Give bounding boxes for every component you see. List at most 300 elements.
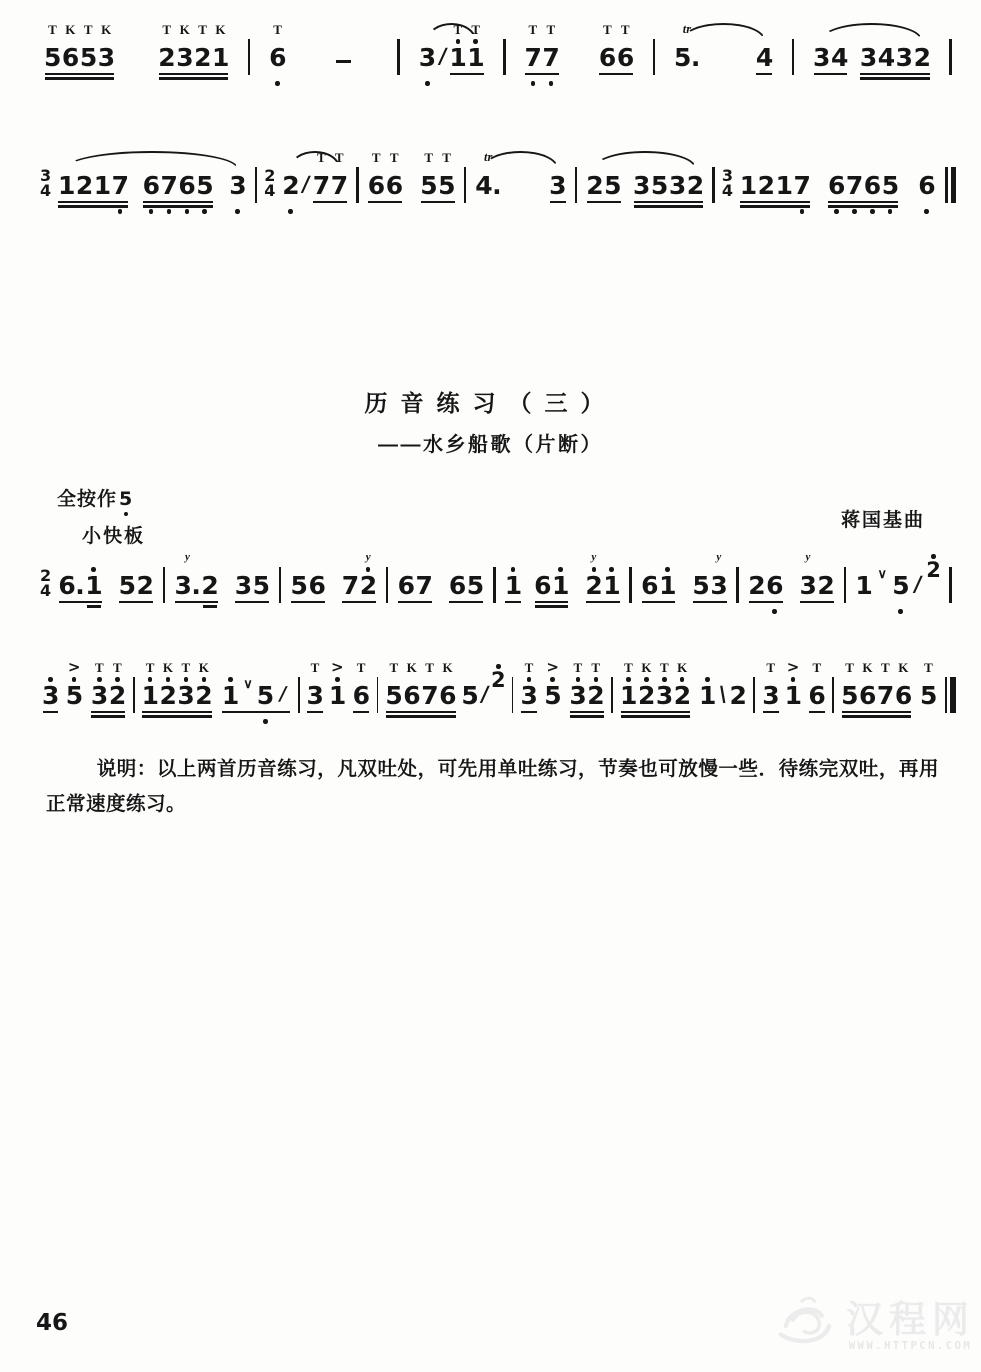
trill-mark: tr: [483, 150, 493, 164]
barline: [386, 567, 389, 603]
note: [418, 22, 436, 86]
note-digit: 6: [534, 571, 551, 600]
note: [784, 660, 802, 724]
time-signature: [264, 168, 275, 198]
time-denominator: 4: [40, 181, 52, 200]
beam-underline: [142, 715, 212, 717]
note: [158, 22, 176, 86]
note-group: [504, 550, 522, 614]
note-digit: 6: [178, 171, 196, 200]
note-digit: 2: [491, 668, 506, 692]
note: [85, 550, 103, 614]
note: [650, 150, 668, 214]
note: [42, 660, 60, 724]
note-digit: 6: [439, 681, 456, 710]
beam-underline: [342, 601, 376, 603]
note-digit: 2: [282, 171, 300, 200]
note-digit: 7: [341, 571, 359, 600]
beam-underline: [586, 601, 620, 603]
beam-underline: [386, 715, 456, 717]
octave-dot-low: [419, 72, 436, 86]
note-digit: 1: [775, 171, 793, 200]
beam-underline: [828, 205, 898, 207]
octave-dot-low: [282, 200, 299, 214]
tonguing-mark: T: [273, 22, 282, 37]
note-group: [141, 660, 213, 724]
note: [229, 150, 247, 214]
note-digit: 6: [397, 571, 415, 600]
note-digit: 6: [598, 43, 616, 72]
note-digit: 5: [79, 43, 97, 72]
note-group: [282, 150, 300, 214]
tonguing-mark: K: [641, 660, 652, 675]
dot-space: [66, 710, 83, 724]
note-digit: 5: [44, 43, 61, 72]
breath-mark: ∨: [243, 676, 253, 691]
note-group: [58, 550, 103, 614]
note-group: [808, 660, 826, 724]
tonguing-mark: T: [471, 22, 481, 37]
ornament-mark: y: [805, 551, 811, 563]
note-digit: 6: [403, 681, 421, 710]
note-group: [620, 660, 692, 724]
note-group: [290, 550, 326, 614]
note: [141, 660, 159, 724]
octave-dot-low: [269, 72, 286, 86]
note: [520, 660, 538, 724]
tonguing-mark: T: [389, 150, 399, 165]
note: [234, 550, 252, 614]
beam-underline: [535, 605, 569, 607]
duration-dash: [336, 60, 351, 63]
note-group: [598, 22, 634, 86]
note: [668, 150, 686, 214]
beam-underline: [368, 201, 402, 203]
note-group: [221, 660, 291, 724]
beam-underline: [525, 73, 559, 75]
beam-underline: [450, 73, 484, 75]
beam-underline: [756, 73, 772, 75]
tonguing-mark: K: [862, 660, 873, 675]
tonguing-mark: T: [424, 150, 433, 165]
note: [830, 22, 848, 86]
beam-underline: [59, 601, 102, 603]
barline: [163, 567, 166, 603]
barline: [736, 567, 739, 603]
note-group: [549, 150, 567, 214]
note: [855, 550, 873, 614]
barline: [949, 567, 952, 603]
note-group: [328, 660, 346, 724]
note: [461, 660, 479, 724]
tonguing-mark: T: [603, 22, 612, 37]
note: [178, 150, 196, 214]
note-digit: 5: [841, 681, 858, 710]
barline: [248, 39, 251, 75]
note: [549, 150, 567, 214]
slur-group: [417, 22, 486, 86]
dot-space: [544, 710, 561, 724]
note: [841, 660, 859, 724]
time-numerator: 3: [721, 166, 733, 185]
note-digit: 7: [524, 43, 542, 72]
note-digit: 1: [57, 171, 75, 200]
note-group: [855, 550, 873, 614]
beam-underline: [45, 77, 115, 79]
note-digit: 2: [587, 681, 605, 710]
tonguing-mark: K: [162, 660, 173, 675]
note-group: [813, 22, 849, 86]
note: [603, 550, 621, 614]
note-digit: 3: [177, 681, 195, 710]
slide-mark: /: [277, 683, 289, 705]
tonguing-mark: T: [198, 22, 207, 37]
barline: [493, 567, 496, 603]
note: [212, 22, 230, 86]
ornament-mark: y: [591, 551, 597, 563]
beam-underline: [43, 711, 59, 713]
note-digit: 5: [692, 571, 710, 600]
note-digit: 7: [330, 171, 348, 200]
beam-underline: [159, 77, 229, 79]
note: [863, 150, 881, 214]
note: [817, 550, 835, 614]
beam-underline: [621, 715, 691, 717]
note: [174, 550, 201, 614]
note: [673, 22, 700, 86]
note: [755, 22, 773, 86]
note: [196, 150, 214, 214]
tonguing-mark: K: [215, 22, 226, 37]
note-group: [641, 550, 677, 614]
instruction-text: [46, 752, 939, 822]
note-digit: 7: [542, 43, 560, 72]
page-subtitle: ——水乡船歌（片断）: [378, 434, 603, 456]
barline: [377, 677, 379, 713]
key-note: 5: [119, 488, 133, 510]
note-digit: 4: [830, 43, 848, 72]
note-digit: 3: [633, 171, 650, 200]
note-digit: 5.: [673, 43, 700, 72]
beam-underline: [570, 711, 604, 713]
composer-credit: 蒋国基曲: [840, 510, 925, 531]
note: [692, 550, 710, 614]
note: [894, 660, 912, 724]
note-digit: 1: [784, 681, 802, 710]
grace-note: [926, 553, 941, 580]
note-digit: 6: [61, 43, 79, 72]
note: [44, 22, 62, 86]
note: [415, 550, 433, 614]
note-digit: 6: [269, 43, 287, 72]
note: [252, 550, 270, 614]
barline: [792, 39, 795, 75]
note-digit: 1: [93, 171, 111, 200]
tonguing-mark: T: [316, 150, 326, 165]
beam-underline: [860, 77, 930, 79]
note: [686, 150, 704, 214]
barline: [832, 677, 834, 713]
beam-underline: [587, 201, 621, 203]
beam-underline: [642, 601, 676, 603]
note: [308, 550, 326, 614]
dot-space: [785, 710, 802, 724]
note: [542, 22, 560, 86]
note-digit: 6.: [58, 571, 85, 600]
note: [177, 660, 195, 724]
note: [729, 660, 747, 724]
watermark-site-url: WWW.HTTPCN.COM: [848, 1339, 973, 1352]
octave-dot-low: [918, 200, 935, 214]
note-group: [569, 660, 605, 724]
tonguing-mark: K: [65, 22, 76, 37]
note: [762, 660, 780, 724]
note: [620, 660, 638, 724]
barline: [653, 39, 656, 75]
time-denominator: 4: [721, 181, 733, 200]
beam-underline: [119, 601, 153, 603]
tonguing-mark: K: [677, 660, 688, 675]
beam-underline: [313, 201, 347, 203]
octave-dot-low: [229, 200, 246, 214]
beam-underline: [634, 205, 704, 207]
note-group: [755, 22, 773, 86]
note: [655, 660, 673, 724]
note-digit: 6: [641, 571, 659, 600]
note: [312, 150, 330, 214]
note-group: [418, 22, 436, 86]
barline: [950, 677, 956, 713]
note-group: [65, 660, 83, 724]
note: [710, 550, 728, 614]
note-digit: 7: [415, 571, 433, 600]
note: [111, 150, 129, 214]
beam-underline: [749, 601, 783, 603]
note: [256, 660, 274, 724]
beam-underline: [860, 73, 930, 75]
beam-underline: [809, 711, 825, 713]
note: [328, 660, 346, 724]
note: [766, 550, 784, 614]
slur-group: [672, 22, 775, 86]
accent-mark: >: [67, 658, 81, 676]
note-group: [57, 150, 129, 214]
tonguing-mark: T: [356, 660, 366, 675]
note-group: [673, 22, 700, 86]
note-group: [585, 550, 621, 614]
note-digit: 2: [359, 571, 377, 600]
note: [637, 660, 655, 724]
watermark-text: [846, 1300, 975, 1352]
note-digit: 3: [668, 171, 686, 200]
note-group: [762, 660, 780, 724]
trill-mark: tr: [682, 22, 692, 36]
barline: [945, 677, 948, 713]
note-digit: 1: [85, 571, 103, 600]
note: [793, 150, 811, 214]
note: [58, 550, 85, 614]
note: [467, 22, 485, 86]
beam-underline: [621, 711, 691, 713]
tonguing-mark: T: [334, 150, 344, 165]
note-digit: 6: [385, 171, 403, 200]
slide-mark: /: [479, 682, 491, 706]
note-digit: 3: [520, 681, 538, 710]
note-digit: 6: [308, 571, 326, 600]
note-group: [729, 660, 747, 724]
note-group: [827, 150, 899, 214]
beam-underline: [535, 601, 569, 603]
time-signature: [40, 568, 51, 598]
note: [877, 22, 895, 86]
slur-group: [811, 22, 932, 86]
note-digit: 5: [290, 571, 308, 600]
barline: [464, 167, 467, 203]
grace-note: [491, 663, 506, 690]
note-digit: 6: [894, 681, 912, 710]
music-line-4: [40, 660, 957, 724]
note-digit: 3: [710, 571, 728, 600]
note-group: [397, 550, 433, 614]
note-digit: 1: [551, 571, 569, 600]
note-group: [524, 22, 560, 86]
time-signature: [40, 168, 51, 198]
music-line-3: [40, 550, 957, 614]
tonguing-mark: T: [112, 660, 122, 675]
note: [569, 660, 587, 724]
note: [876, 660, 894, 724]
watermark-logo-icon: [770, 1287, 842, 1364]
note-digit: 6: [142, 171, 160, 200]
slur-group: [56, 150, 248, 214]
note: [449, 22, 467, 86]
slur-group: [584, 150, 705, 214]
note-digit: 2: [926, 558, 941, 582]
note: [421, 660, 439, 724]
beam-underline: [550, 201, 566, 203]
tonguing-mark: T: [528, 22, 538, 37]
barline: [255, 167, 258, 203]
note: [221, 660, 239, 724]
note-digit: 3: [859, 43, 877, 72]
note: [918, 150, 936, 214]
beam-underline: [505, 601, 521, 603]
note-digit: 1: [698, 681, 716, 710]
note: [813, 22, 831, 86]
note: [159, 660, 177, 724]
barline: [133, 677, 135, 713]
note-digit: 5: [892, 571, 910, 600]
note-group: [586, 150, 622, 214]
barline: [356, 167, 359, 203]
note: [673, 660, 691, 724]
note-digit: 2: [136, 571, 154, 600]
note: [282, 150, 300, 214]
page-number: 46: [36, 1310, 69, 1336]
note: [118, 550, 136, 614]
note: [504, 550, 522, 614]
note-digit: 5: [650, 171, 668, 200]
note: [97, 22, 115, 86]
time-denominator: 4: [40, 581, 52, 600]
barline: [575, 167, 578, 203]
note-digit: 1: [141, 681, 159, 710]
note-digit: 3: [799, 571, 817, 600]
note: [330, 150, 348, 214]
dot-space: [730, 710, 747, 724]
note-digit: 6: [367, 171, 385, 200]
tonguing-mark: K: [198, 660, 209, 675]
barline: [629, 567, 632, 603]
note-digit: 4: [755, 43, 773, 72]
barline: [279, 567, 282, 603]
note: [420, 150, 438, 214]
beam-underline: [842, 711, 912, 713]
note-digit: 7: [793, 171, 811, 200]
note: [616, 22, 634, 86]
note: [808, 660, 826, 724]
tonguing-mark: T: [48, 22, 57, 37]
note-digit: 7: [876, 681, 894, 710]
note: [403, 660, 421, 724]
ornament-mark: y: [716, 551, 722, 563]
beam-underline: [45, 73, 115, 75]
note-digit: 3: [176, 43, 194, 72]
note: [176, 22, 194, 86]
note-group: [739, 150, 811, 214]
note-digit: 3: [42, 681, 59, 710]
dot-space: [855, 600, 872, 614]
breath-mark: ∨: [877, 566, 887, 581]
note: [895, 22, 913, 86]
slur-group: [473, 150, 568, 214]
beam-underline: [291, 601, 325, 603]
note-digit: 5: [466, 571, 484, 600]
note-group: [692, 550, 728, 614]
note: [397, 550, 415, 614]
beam-underline: [58, 201, 128, 203]
note-group: [44, 22, 116, 86]
barline: [503, 39, 506, 75]
music-line-2: [40, 150, 957, 214]
note: [827, 150, 845, 214]
beam-underline: [814, 73, 848, 75]
note-group: [784, 660, 802, 724]
note-digit: 6: [448, 571, 466, 600]
note-digit: 3: [655, 681, 673, 710]
note-group: [448, 550, 484, 614]
tonguing-mark: K: [898, 660, 909, 675]
beam-underline: [142, 711, 212, 713]
note-digit: 7: [160, 171, 178, 200]
note: [75, 150, 93, 214]
music-line-1: [42, 22, 957, 86]
note: [367, 150, 385, 214]
slide-mark: /: [912, 572, 924, 596]
note-group: [799, 550, 835, 614]
note: [587, 660, 605, 724]
note: [633, 150, 651, 214]
tonguing-mark: T: [83, 22, 93, 37]
beam-underline: [398, 601, 432, 603]
note-digit: 5: [252, 571, 270, 600]
note: [698, 660, 716, 724]
beam-underline: [159, 73, 229, 75]
tonguing-mark: T: [924, 660, 933, 675]
note-group: [158, 22, 230, 86]
beam-underline: [386, 711, 456, 713]
beam-underline: [91, 715, 125, 717]
